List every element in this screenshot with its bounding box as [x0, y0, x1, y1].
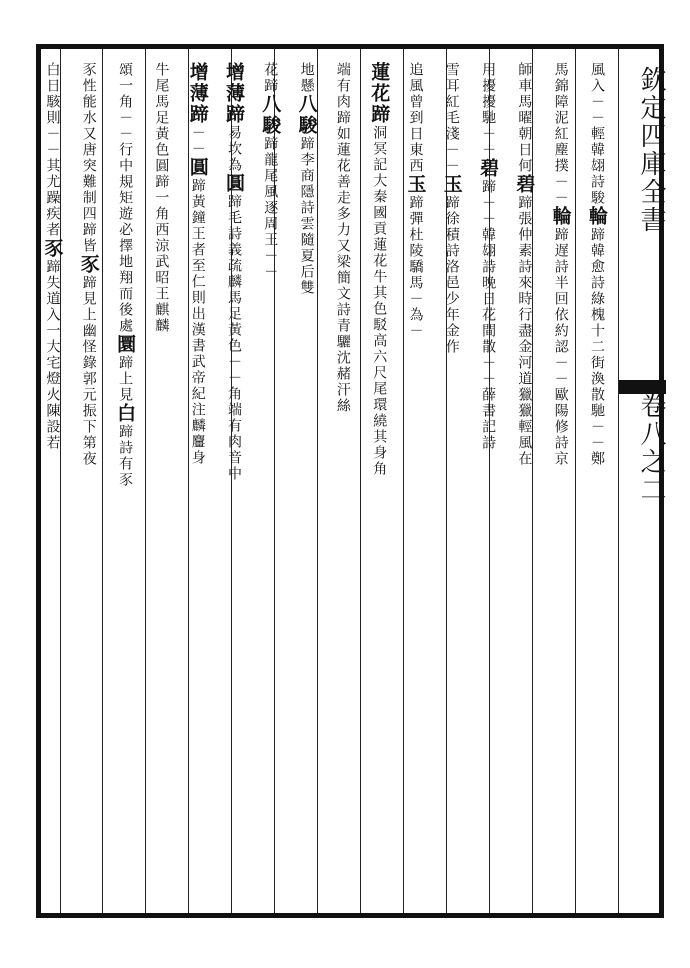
entry-text: 花蹄: [262, 62, 279, 94]
text-column: [326, 62, 360, 912]
entry-text: 雪耳紅毛淺－－: [443, 62, 460, 174]
book-title: 欽定四庫全書: [636, 66, 666, 234]
entry-headword: 輪: [549, 206, 572, 227]
entry-headword: 圓: [223, 173, 245, 194]
entry-text: 用擾擾馳－－: [480, 62, 497, 158]
entry-headword: 玉: [440, 174, 463, 195]
entry-text: 蹄李商隱詩雲隨夏后雙: [298, 136, 315, 296]
entry-text: 白日駭則－－其尤躁疾者: [44, 62, 61, 238]
entry-text: 頌一角－－行中規矩遊必擇地翔而後處: [117, 62, 134, 334]
entry-headword: 豕: [77, 254, 100, 275]
entry-headword: 增薄蹄: [223, 62, 245, 125]
entry-headword: 蓮花蹄: [368, 62, 391, 125]
entry-text: 師車馬曜朝日何: [516, 62, 533, 174]
entry-headword: 碧: [477, 158, 500, 179]
entry-text: 端有肉蹄如蓮花善走多力又梁簡文詩青驪沈赭汗絲: [334, 62, 351, 414]
entry-text: 洞冥記大秦國貢蓮花牛其色駁高六尺尾環繞其身角: [371, 125, 388, 477]
text-column: [290, 62, 324, 912]
column-rule: [618, 49, 619, 913]
entry-text: 蹄龍尾風逐周王－－: [262, 136, 279, 280]
entry-text: 蹄見上幽怪錄郭元振下第夜: [80, 275, 97, 467]
entry-text: 蹄詩有豕: [117, 424, 134, 488]
entry-text: 蹄徐積詩洛邑少年金作: [443, 195, 460, 355]
entry-text: 蹄張仲素詩來時行盡金河道獵獵輕風在: [516, 195, 533, 467]
text-column: [544, 62, 578, 912]
entry-text: 蹄上見: [117, 355, 134, 403]
column-rule: [360, 49, 361, 913]
entry-headword: 八駿: [295, 94, 318, 136]
text-column: [72, 62, 106, 912]
entry-text: 牛尾馬足黃色圓蹄一角西涼武昭王麒麟: [153, 62, 170, 334]
entry-text: 蹄黃鐘王者至仁則出漢書武帝紀注麟麠身: [189, 178, 206, 466]
text-column: [181, 62, 215, 912]
text-column: [507, 62, 541, 912]
entry-text: 追風曾到日東西: [407, 62, 424, 174]
text-column: [253, 62, 287, 912]
volume-label: 卷八之二: [636, 392, 666, 504]
text-column: [580, 62, 614, 912]
entry-text: 蹄毛詩義疏麟馬足黃色－－角端有肉音中: [226, 194, 242, 482]
text-column: [217, 62, 251, 912]
entry-text: 地懸: [298, 62, 315, 94]
entry-text: 馬錦障泥紅塵撲－－: [552, 62, 569, 206]
entry-text: 蹄遅詩半回依約認－－歐陽修詩京: [552, 227, 569, 467]
entry-text: 風入－－輕韓翃詩駿: [589, 62, 605, 206]
entry-text: 豕性能水又唐突難制四蹄皆: [80, 62, 97, 254]
entry-headword: 碧: [513, 174, 536, 195]
entry-text: 易坎為: [226, 125, 242, 173]
entry-text: 蹄韓愈詩綠槐十二街渙散馳－－鄭: [589, 227, 605, 467]
entry-headword: 白: [114, 403, 137, 424]
text-column: [108, 62, 142, 912]
entry-headword: 增薄蹄: [186, 62, 209, 125]
entry-text: －－: [189, 125, 206, 157]
entry-headword: 輪: [586, 206, 608, 227]
text-column: [144, 62, 178, 912]
text-column: [362, 62, 396, 912]
entry-headword: 八駿: [259, 94, 282, 136]
entry-headword: 玉: [404, 174, 427, 195]
entry-text: 蹄彈杜陵驕馬－為－: [407, 195, 424, 339]
entry-text: 蹄－－韓翃詩晚日花間散－－薛書記詩: [480, 179, 497, 451]
text-column: [471, 62, 505, 912]
entry-headword: 圜: [114, 334, 137, 355]
entry-text: 蹄失道入一大宅燈火陳設若: [44, 259, 61, 451]
entry-headword: 豕: [41, 238, 64, 259]
entry-headword: 圓: [186, 157, 209, 178]
text-column: [435, 62, 469, 912]
text-column: [399, 62, 433, 912]
text-column: [36, 62, 70, 912]
